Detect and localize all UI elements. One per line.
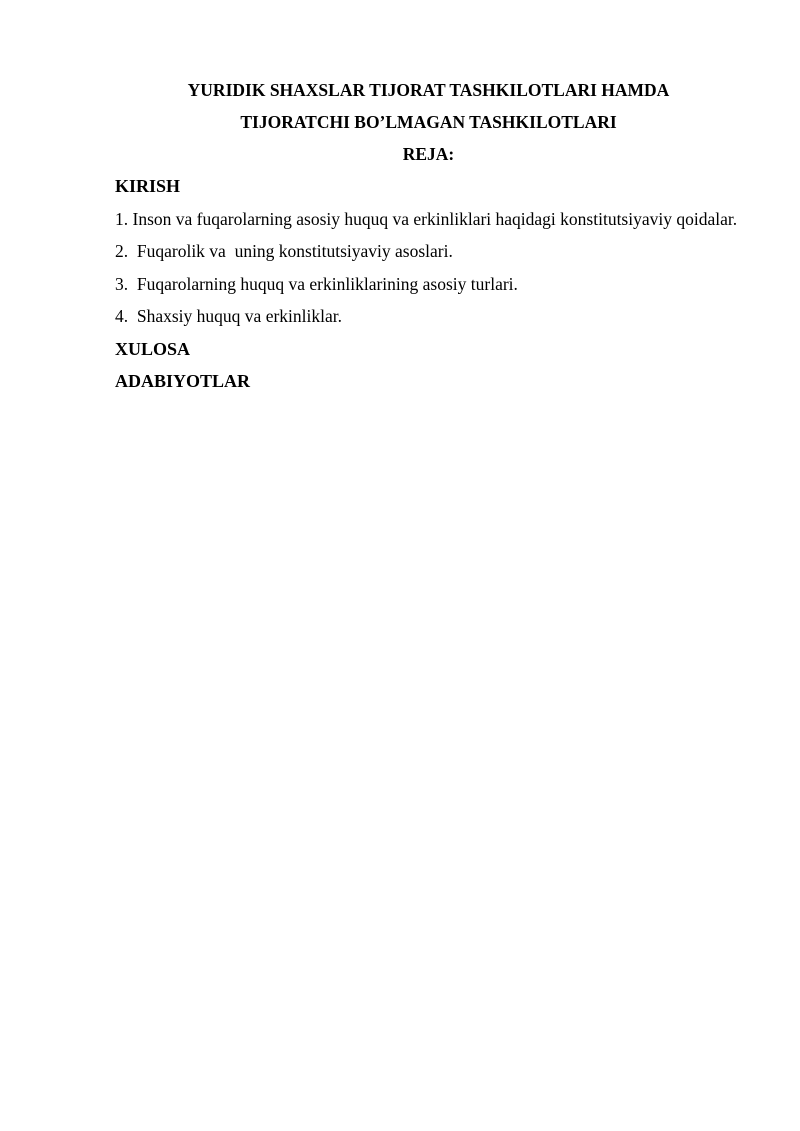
plan-heading: REJA: [402, 144, 455, 164]
section-intro: KIRISH [115, 176, 181, 196]
section-conclusion: XULOSA [115, 338, 191, 359]
title-line-2: TIJORATCHI BO’LMAGAN TASHKILOTLARI [240, 112, 617, 132]
title-line-1: YURIDIK SHAXSLAR TIJORAT TASHKILOTLARI HAMDA [187, 80, 670, 100]
plan-item-3: 3. Fuqarolarning huquq va erkinliklarining asosiy turlari. [115, 273, 518, 294]
document-content [115, 74, 742, 398]
plan-item-1: 1. Inson va fuqarolarning asosiy huquq va erkinliklari haqidagi konstitutsiyaviy qoidalar. [115, 208, 738, 229]
document-title [115, 74, 742, 170]
plan-item-4: 4. Shaxsiy huquq va erkinliklar. [115, 306, 342, 326]
plan-item-2: 2. Fuqarolik va uning konstitutsiyaviy asoslari. [115, 241, 453, 261]
section-references: ADABIYOTLAR [115, 371, 251, 391]
